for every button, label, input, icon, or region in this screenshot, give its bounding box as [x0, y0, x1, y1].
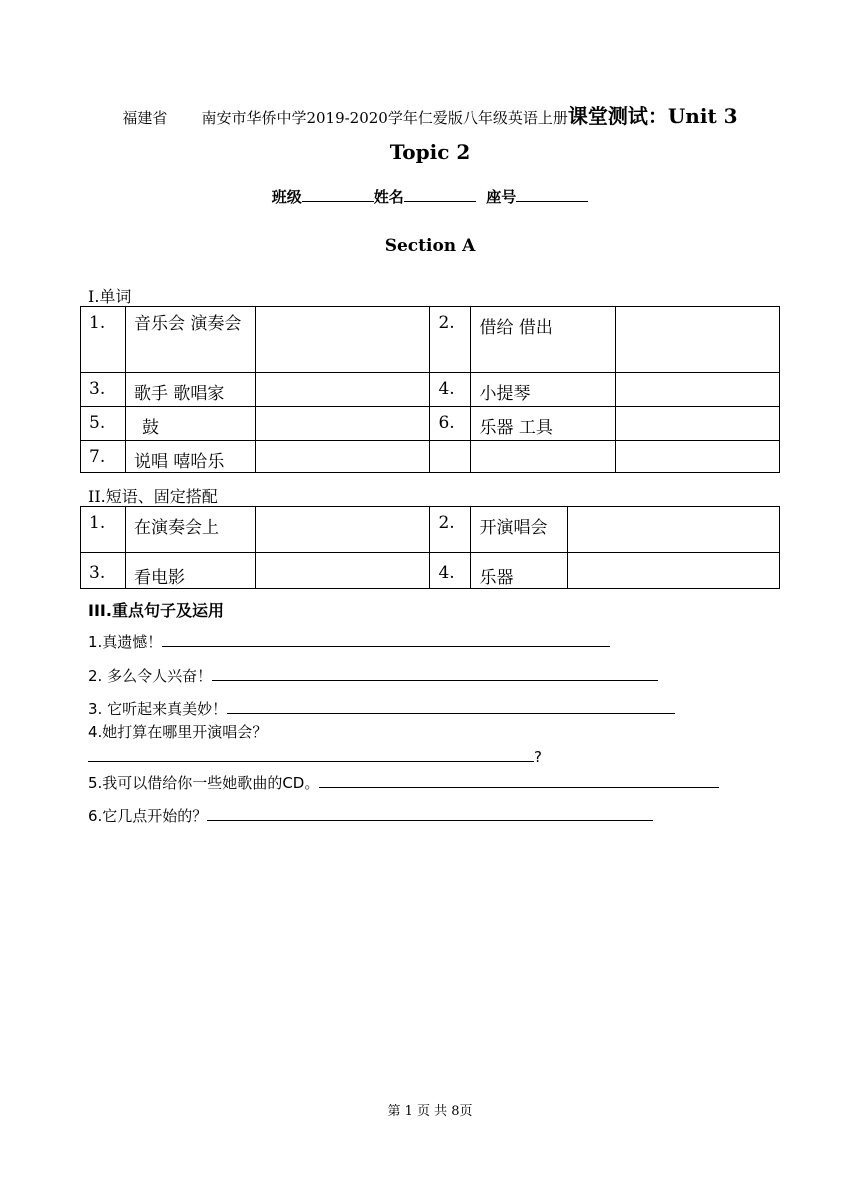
- seat-blank[interactable]: [516, 187, 588, 202]
- item-number: [430, 441, 471, 473]
- item-word: [471, 441, 616, 473]
- question-4: [88, 721, 267, 742]
- title-province: 福建省: [122, 109, 168, 127]
- question-2-text: 2. 多么令人兴奋！: [88, 667, 213, 685]
- question-3: [88, 697, 675, 719]
- class-label: 班级: [271, 188, 302, 206]
- answer-cell[interactable]: [255, 507, 430, 553]
- item-number: 5.: [81, 407, 126, 441]
- question-4-end: ?: [534, 748, 542, 766]
- class-blank[interactable]: [302, 187, 374, 202]
- answer-cell[interactable]: [255, 407, 430, 441]
- answer-cell[interactable]: [255, 441, 430, 473]
- answer-cell[interactable]: [616, 441, 780, 473]
- item-number: 3.: [81, 373, 126, 407]
- answer-cell[interactable]: [616, 407, 780, 441]
- topic-title: Topic 2: [389, 140, 471, 164]
- question-1: [88, 630, 610, 652]
- item-number: 1.: [81, 307, 126, 373]
- part1-heading: I.单词: [88, 287, 132, 306]
- item-number: 6.: [430, 407, 471, 441]
- item-word: 歌手 歌唱家: [125, 373, 255, 407]
- table-row: [81, 441, 780, 473]
- item-word: 鼓: [125, 407, 255, 441]
- answer-cell[interactable]: [616, 307, 780, 373]
- phrase-table: [80, 506, 780, 589]
- item-word: 乐器: [471, 553, 568, 589]
- answer-cell[interactable]: [568, 507, 780, 553]
- answer-line-1[interactable]: [162, 630, 610, 647]
- question-6: [88, 804, 653, 826]
- answer-cell[interactable]: [616, 373, 780, 407]
- answer-cell[interactable]: [255, 553, 430, 589]
- question-1-text: 1.真遗憾！: [88, 633, 163, 651]
- item-number: 1.: [81, 507, 126, 553]
- item-number: 2.: [430, 507, 471, 553]
- answer-line-5[interactable]: [319, 771, 719, 788]
- item-word: 说唱 嘻哈乐: [125, 441, 255, 473]
- name-label: 姓名: [373, 188, 404, 206]
- answer-line-6[interactable]: [207, 804, 653, 821]
- question-5-text: 5.我可以借给你一些她歌曲的CD。: [88, 774, 320, 792]
- question-5: [88, 771, 719, 793]
- answer-line-3[interactable]: [227, 697, 675, 714]
- vocab-table: [80, 306, 780, 473]
- item-number: 3.: [81, 553, 126, 589]
- student-info: [0, 186, 860, 207]
- table-row: [81, 553, 780, 589]
- answer-cell[interactable]: [255, 307, 430, 373]
- question-3-text: 3. 它听起来真美妙！: [88, 700, 228, 718]
- page-title: [0, 100, 860, 129]
- item-word: 在演奏会上: [125, 507, 255, 553]
- item-word: 音乐会 演奏会: [125, 307, 255, 373]
- item-word: 借给 借出: [471, 307, 616, 373]
- part3-heading: III.重点句子及运用: [88, 601, 224, 620]
- question-2: [88, 664, 658, 686]
- item-number: 4.: [430, 553, 471, 589]
- name-blank[interactable]: [404, 187, 476, 202]
- item-word: 看电影: [125, 553, 255, 589]
- item-word: 小提琴: [471, 373, 616, 407]
- part2-heading: II.短语、固定搭配: [88, 487, 218, 506]
- item-word: 开演唱会: [471, 507, 568, 553]
- table-row: [81, 307, 780, 373]
- question-4-text: 4.她打算在哪里开演唱会？: [88, 723, 268, 741]
- item-number: 2.: [430, 307, 471, 373]
- item-number: 4.: [430, 373, 471, 407]
- section-title: Section A: [384, 236, 476, 256]
- answer-line-4[interactable]: [88, 745, 534, 762]
- table-row: [81, 373, 780, 407]
- title-big: 课堂测试：Unit 3: [567, 104, 738, 128]
- question-4-answer: [88, 745, 542, 766]
- item-word: 乐器 工具: [471, 407, 616, 441]
- answer-line-2[interactable]: [212, 664, 658, 681]
- seat-label: 座号: [486, 188, 517, 206]
- answer-cell[interactable]: [255, 373, 430, 407]
- item-number: 7.: [81, 441, 126, 473]
- answer-cell[interactable]: [568, 553, 780, 589]
- page-footer: 第 1 页 共 8页: [387, 1104, 473, 1119]
- table-row: [81, 407, 780, 441]
- question-6-text: 6.它几点开始的？: [88, 807, 208, 825]
- title-main: 南安市华侨中学2019-2020学年仁爱版八年级英语上册: [201, 109, 568, 127]
- table-row: [81, 507, 780, 553]
